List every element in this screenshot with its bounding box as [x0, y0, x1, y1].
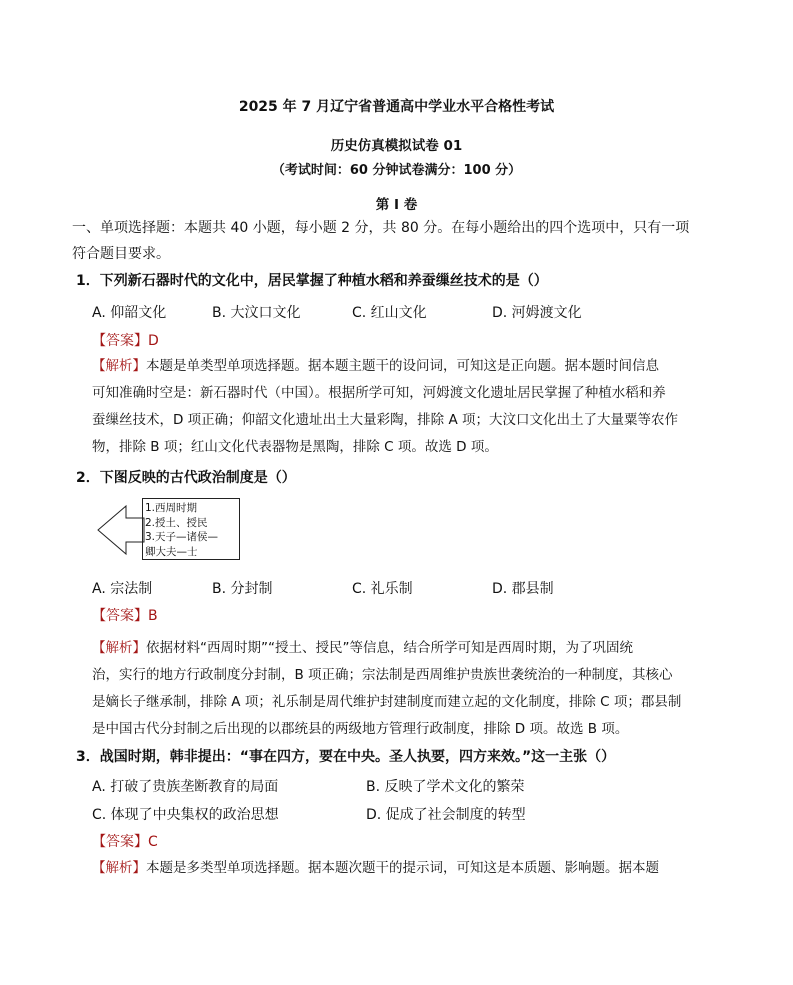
answer-label: 【答案】 [92, 333, 148, 349]
question-3-answer [92, 831, 158, 851]
question-3-option-a[interactable]: A. 打破了贵族垄断教育的局面 [92, 779, 279, 795]
answer-label: 【答案】 [92, 608, 148, 624]
question-1-option-d[interactable]: D. 河姆渡文化 [492, 305, 582, 321]
question-3-explanation: 【解析】本题是多类型单项选择题。据本题次题干的提示词，可知这是本质题、影响题。据本题 [92, 860, 659, 876]
diagram-line: 3.天子—诸侯— [145, 531, 219, 543]
explanation-line: 【解析】本题是单类型单项选择题。据本题主题干的设问词，可知这是正向题。据本题时间信息 [92, 358, 659, 374]
explanation-line: 治，实行的地方行政制度分封制，B 项正确；宗法制是西周维护贵族世袭统治的一种制度，其核心 [92, 667, 673, 683]
answer-value: D [148, 333, 159, 349]
answer-value: C [148, 834, 158, 850]
question-2-diagram [96, 498, 246, 562]
question-1-option-b[interactable]: B. 大汶口文化 [212, 305, 301, 321]
explanation-line: 是中国古代分封制之后出现的以郡统县的两级地方管理行政制度，排除 D 项。故选 B 项。 [92, 721, 629, 737]
volume-label: 第 I 卷 [375, 197, 418, 213]
question-2-option-b[interactable]: B. 分封制 [212, 581, 273, 597]
explanation-line: 蚕缫丝技术，D 项正确；仰韶文化遗址出土大量彩陶，排除 A 项；大汶口文化出土了大量粟等农作 [92, 412, 679, 428]
diagram-text-box [142, 498, 240, 560]
explanation-label: 【解析】 [92, 640, 146, 656]
question-2-option-a[interactable]: A. 宗法制 [92, 581, 153, 597]
section-instructions-cont: 符合题目要求。 [72, 246, 170, 262]
question-2-option-d[interactable]: D. 郡县制 [492, 581, 554, 597]
question-2-answer [92, 605, 158, 625]
diagram-line: 2.授土、授民 [145, 516, 208, 529]
explanation-label: 【解析】 [92, 358, 146, 374]
question-1-stem: 1．下列新石器时代的文化中，居民掌握了种植水稻和养蚕缫丝技术的是（） [76, 273, 548, 289]
question-2-explanation: 【解析】依据材料“西周时期”“授土、授民”等信息，结合所学可知是西周时期，为了巩固统 [92, 640, 633, 656]
question-3-option-c[interactable]: C. 体现了中央集权的政治思想 [92, 807, 279, 823]
answer-label: 【答案】 [92, 834, 148, 850]
explanation-line: 物，排除 B 项；红山文化代表器物是黑陶，排除 C 项。故选 D 项。 [92, 439, 498, 455]
explanation-line: 是嫡长子继承制，排除 A 项；礼乐制是周代维护封建制度而建立起的文化制度，排除 C 项；郡县制 [92, 694, 682, 710]
exam-title: 2025 年 7 月辽宁省普通高中学业水平合格性考试 [238, 99, 555, 115]
question-1-explanation [92, 353, 712, 381]
diagram-line: 1.西周时期 [145, 502, 198, 514]
question-1-answer [92, 330, 159, 350]
exam-info: （考试时间：60 分钟试卷满分：100 分） [271, 163, 522, 178]
diagram-line: 卿大夫—士 [145, 545, 198, 558]
explanation-line: 可知准确时空是：新石器时代（中国）。根据所学可知，河姆渡文化遗址居民掌握了种植水稻和养 [92, 385, 666, 401]
explanation-label: 【解析】 [92, 860, 146, 876]
question-3-stem: 3．战国时期，韩非提出：“事在四方，要在中央。圣人执要，四方来效。”这一主张（） [76, 749, 616, 765]
question-1-option-c[interactable]: C. 红山文化 [352, 305, 427, 321]
section-instructions: 一、单项选择题：本题共 40 小题，每小题 2 分，共 80 分。在每小题给出的四个选项中，只有一项 [72, 220, 690, 236]
paper-title: 历史仿真模拟试卷 01 [330, 138, 463, 154]
question-1-option-a[interactable]: A. 仰韶文化 [92, 305, 167, 321]
question-2-option-c[interactable]: C. 礼乐制 [352, 581, 413, 597]
question-3-option-b[interactable]: B. 反映了学术文化的繁荣 [366, 779, 525, 795]
question-2-stem: 2．下图反映的古代政治制度是（） [76, 470, 296, 486]
question-3-option-d[interactable]: D. 促成了社会制度的转型 [366, 807, 526, 823]
answer-value: B [148, 608, 158, 624]
